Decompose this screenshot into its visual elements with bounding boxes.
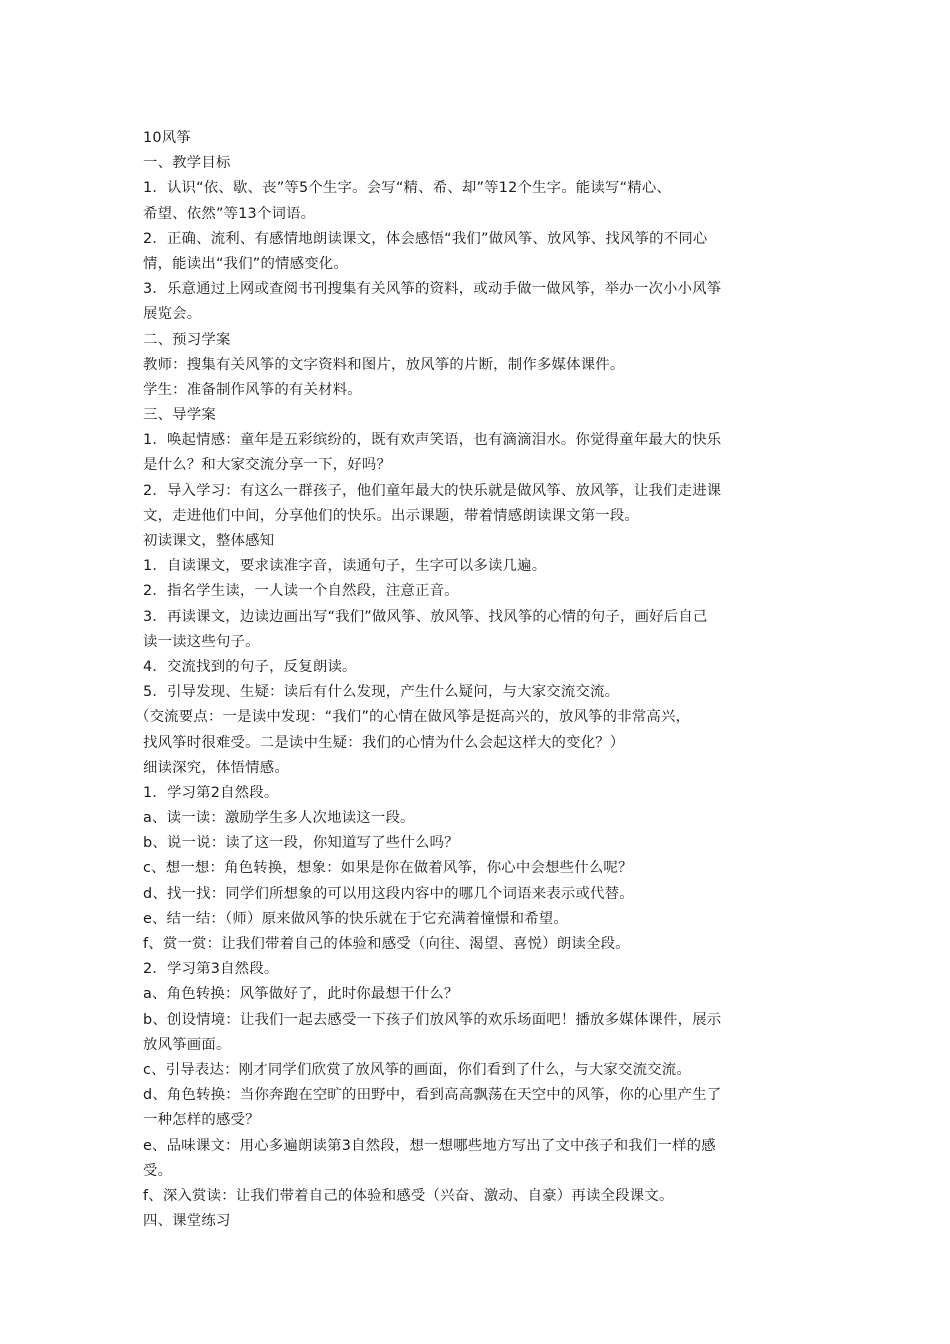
text-line: e、结一结：（师）原来做风筝的快乐就在于它充满着憧憬和希望。 — [143, 910, 568, 927]
text-line: 3．乐意通过上网或查阅书刊搜集有关风筝的资料，或动手做一做风筝，举办一次小小风筝 — [143, 281, 722, 298]
text-line: 1．认识“依、歇、丧”等5个生字。会写“精、希、却”等12个生字。能读写“精心、 — [143, 180, 672, 197]
text-line: 1．学习第2自然段。 — [143, 784, 279, 801]
subsection-heading: 初读课文，整体感知 — [143, 533, 275, 549]
text-line: 读一读这些句子。 — [143, 633, 260, 650]
text-line: 文，走进他们中间，分享他们的快乐。出示课题，带着情感朗读课文第一段。 — [143, 507, 640, 524]
text-line: 找风筝时很难受。二是读中生疑：我们的心情为什么会起这样大的变化？） — [143, 734, 625, 751]
section-heading: 三、导学案 — [143, 407, 216, 424]
text-line: 1．自读课文，要求读准字音，读通句子，生字可以多读几遍。 — [143, 558, 547, 575]
text-line: 是什么？和大家交流分享一下，好吗？ — [143, 457, 392, 474]
text-line: 4．交流找到的句子，反复朗读。 — [143, 658, 357, 675]
text-line: b、说一说：读了这一段，你知道写了些什么吗？ — [143, 835, 459, 852]
text-line: （交流要点：一是读中发现：“我们”的心情在做风筝是挺高兴的，放风筝的非常高兴， — [135, 709, 691, 726]
text-line: 2．正确、流利、有感情地朗读课文，体会感悟“我们”做风筝、放风筝、找风筝的不同心 — [143, 230, 708, 247]
text-line: 受。 — [143, 1162, 173, 1179]
text-line: 情，能读出“我们”的情感变化。 — [143, 255, 348, 272]
text-line: 教师：搜集有关风筝的文字资料和图片，放风筝的片断，制作多媒体课件。 — [143, 356, 625, 373]
text-line: 希望、依然”等13个词语。 — [143, 205, 316, 222]
text-line: e、品味课文：用心多遍朗读第3自然段，想一想哪些地方写出了文中孩子和我们一样的感 — [143, 1137, 716, 1154]
text-line: f、深入赏读：让我们带着自己的体验和感受（兴奋、激动、自豪）再读全段课文。 — [143, 1187, 674, 1204]
document-body — [135, 126, 813, 1234]
doc-title: 10风筝 — [143, 130, 191, 146]
text-line: 展览会。 — [143, 306, 202, 323]
text-line: 一种怎样的感受？ — [143, 1112, 260, 1129]
text-line: a、读一读：激励学生多人次地读这一段。 — [143, 810, 415, 827]
text-line: 5．引导发现、生疑：读后有什么发现，产生什么疑问，与大家交流交流。 — [143, 684, 620, 701]
section-heading: 二、预习学案 — [143, 331, 231, 348]
text-line: 学生：准备制作风筝的有关材料。 — [143, 381, 362, 398]
text-line: 3．再读课文，边读边画出写“我们”做风筝、放风筝、找风筝的心情的句子，画好后自己 — [143, 608, 708, 625]
text-line: f、赏一赏：让我们带着自己的体验和感受（向往、渴望、喜悦）朗读全段。 — [143, 936, 630, 952]
text-line: 2．指名学生读，一人读一个自然段，注意正音。 — [143, 583, 459, 600]
section-heading: 四、课堂练习 — [143, 1213, 231, 1230]
text-line: a、角色转换：风筝做好了，此时你最想干什么？ — [143, 986, 459, 1003]
text-line: 2．导入学习：有这么一群孩子，他们童年最大的快乐就是做风筝、放风筝，让我们走进课 — [143, 482, 722, 499]
text-line: d、找一找：同学们所想象的可以用这段内容中的哪几个词语来表示或代替。 — [143, 885, 634, 902]
text-line: 放风筝画面。 — [143, 1036, 231, 1053]
text-line: 1．唤起情感：童年是五彩缤纷的，既有欢声笑语，也有滴滴泪水。你觉得童年最大的快乐 — [143, 432, 722, 449]
text-line: c、想一想：角色转换，想象：如果是你在做着风筝，你心中会想些什么呢？ — [143, 860, 633, 877]
subsection-heading: 细读深究，体悟情感。 — [143, 759, 289, 776]
text-line: 2．学习第3自然段。 — [143, 961, 279, 978]
text-line: c、引导表达：刚才同学们欣赏了放风筝的画面，你们看到了什么，与大家交流交流。 — [143, 1061, 691, 1078]
section-heading: 一、教学目标 — [143, 155, 231, 172]
text-line: b、创设情境：让我们一起去感受一下孩子们放风筝的欢乐场面吧！播放多媒体课件，展示 — [143, 1011, 722, 1028]
text-line: d、角色转换：当你奔跑在空旷的田野中，看到高高飘荡在天空中的风筝，你的心里产生了 — [143, 1087, 722, 1104]
